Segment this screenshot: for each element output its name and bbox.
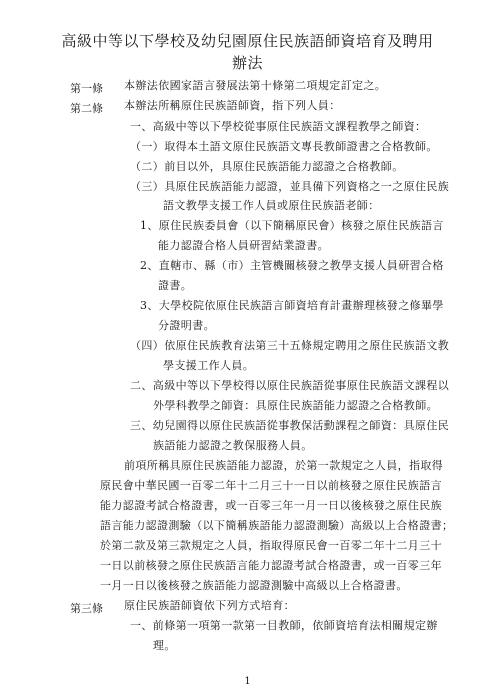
- body-line: 一日以前核發之原住民族語言能力認證考試合格證書，或一百零三年: [100, 559, 442, 572]
- body-line: 一月一日以後核發之族語能力認證測驗中高級以上合格證書。: [100, 579, 408, 592]
- body-line: （一）取得本土語文原住民族語文專長教師證書之合格教師。: [130, 140, 438, 153]
- page-number: 1: [244, 676, 251, 687]
- body-line: 1、原住民族委員會（以下簡稱原民會）核發之原住民族語言: [140, 219, 444, 232]
- article-3-number: 第三條: [70, 602, 103, 615]
- article-3-text: 一、前條第一項第一款第一目教師，依師資培育法相關規定辦: [130, 619, 438, 632]
- article-3-text: 理。: [153, 639, 176, 652]
- body-line: 三、幼兒園得以原住民族語從事教保活動課程之師資：具原住民: [130, 419, 450, 432]
- body-line: 能力認證合格人員研習結業證書。: [158, 239, 329, 252]
- body-line: 二、高級中等以下學校得以原住民族語從事原住民族語文課程以: [130, 379, 450, 392]
- body-line: 於第二款及第三款規定之人員，指取得原民會一百零二年十二月三十: [100, 539, 442, 552]
- body-line: （三）具原住民族語能力認證，並具備下列資格之一之原住民族: [130, 180, 450, 193]
- article-2-text: 本辦法所稱原住民族語師資，指下列人員：: [124, 99, 341, 112]
- body-line: 族語能力認證之教保服務人員。: [153, 439, 313, 452]
- body-line: 語文教學支援工作人員或原住民族語老師：: [163, 199, 380, 212]
- body-line: 一、高級中等以下學校從事原住民族語文課程教學之師資：: [130, 120, 427, 133]
- document-title-line2: 辦法: [231, 54, 263, 72]
- body-line: 外學科教學之師資：具原住民族語能力認證之合格教師。: [153, 399, 438, 412]
- body-line: （四）依原住民族教育法第三十五條規定聘用之原住民族語文教: [130, 339, 450, 352]
- body-line: （二）前目以外，具原住民族語能力認證之合格教師。: [130, 160, 404, 173]
- article-3-text: 原住民族語師資依下列方式培育：: [124, 599, 295, 612]
- body-line: 語言能力認證測驗（以下簡稱族語能力認證測驗）高級以上合格證書；: [100, 519, 454, 532]
- article-1-text: 本辦法依國家語言發展法第十條第二項規定訂定之。: [124, 79, 387, 92]
- article-1-number: 第一條: [70, 82, 103, 95]
- body-line: 學支援工作人員。: [163, 359, 255, 372]
- body-line: 分證明書。: [158, 319, 215, 332]
- body-line: 原民會中華民國一百零二年十二月三十一日以前核發之原住民族語言: [100, 479, 442, 492]
- body-line: 能力認證考試合格證書，或一百零三年一月一日以後核發之原住民族: [100, 499, 442, 512]
- body-line: 3、大學校院依原住民族語言師資培育計畫辦理核發之修畢學: [140, 299, 444, 312]
- body-line: 前項所稱具原住民族語能力認證，於第一款規定之人員，指取得: [124, 459, 444, 472]
- body-line: 2、直轄市、縣（市）主管機關核發之教學支援人員研習合格: [140, 259, 444, 272]
- article-2-number: 第二條: [70, 102, 103, 115]
- body-line: 證書。: [158, 279, 193, 292]
- document-title-line1: 高級中等以下學校及幼兒園原住民族語師資培育及聘用: [61, 32, 434, 50]
